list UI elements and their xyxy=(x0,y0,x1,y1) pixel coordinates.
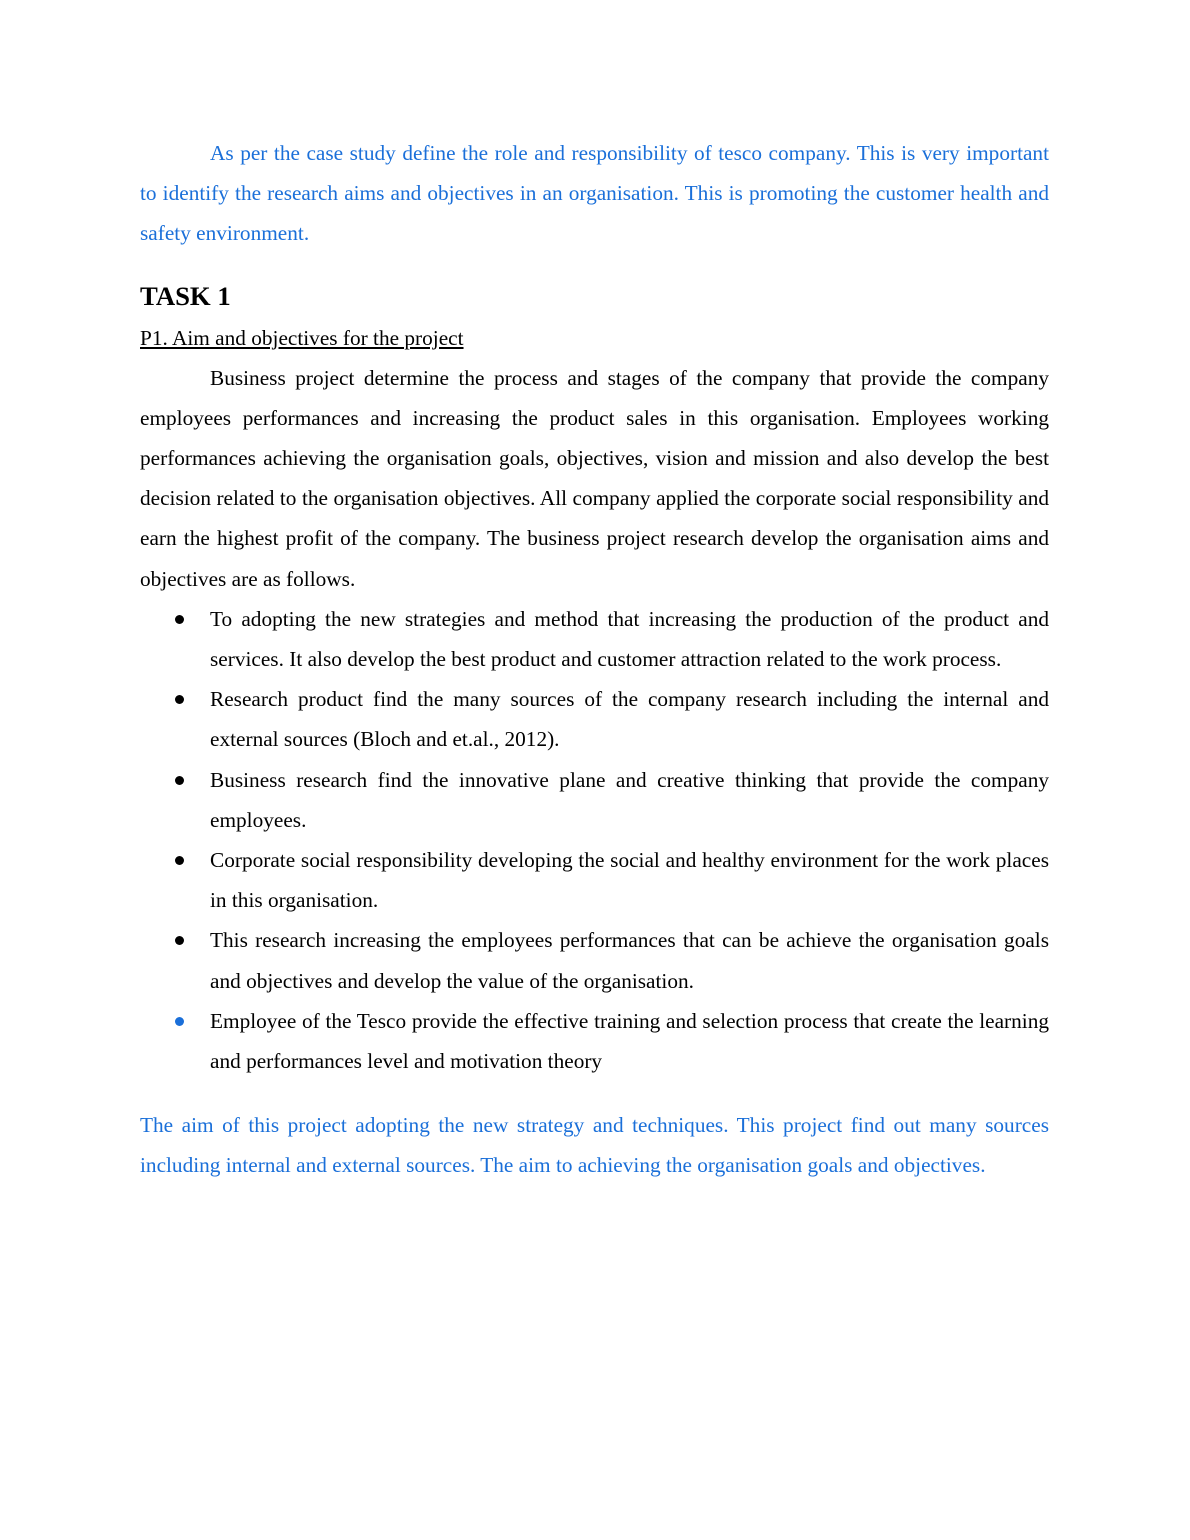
bullet-icon xyxy=(175,695,184,704)
objectives-list xyxy=(140,599,1049,1081)
body-paragraph: Business project determine the process and stages of the company that provide the company employees performances and increasing the product sales in this organisation. Employees working performances achieving the organisation goals, objectives, vision and mission and also develop the best decision related to the organisation objectives. All company applied the corporate social responsibility and earn the highest profit of the company. The business project research develop the organisation aims and objectives are as follows. xyxy=(140,365,1049,591)
list-item xyxy=(140,760,1049,840)
list-item xyxy=(140,920,1049,1000)
list-item-text: To adopting the new strategies and method that increasing the production of the product and services. It also develop the best product and customer attraction related to the work process. xyxy=(210,606,1049,672)
bullet-icon xyxy=(175,856,184,865)
task-heading: TASK 1 xyxy=(140,280,231,311)
list-item xyxy=(140,840,1049,920)
bullet-icon xyxy=(175,615,184,624)
list-item-text: Research product find the many sources of the company research including the internal and external sources (Bloch and et.al., 2012). xyxy=(210,687,1049,752)
list-item-text: Corporate social responsibility developing the social and healthy environment for the work places in this organisation. xyxy=(210,848,1049,913)
bullet-icon xyxy=(175,776,184,785)
list-item xyxy=(140,679,1049,759)
list-item-text: Employee of the Tesco provide the effective training and selection process that create the learning and performances level and motivation theory xyxy=(210,1008,1049,1074)
list-item-text: This research increasing the employees performances that can be achieve the organisation goals and objectives and develop the value of the organisation. xyxy=(210,928,1049,993)
bullet-icon xyxy=(175,1017,184,1026)
page-content xyxy=(140,133,1049,1186)
list-item xyxy=(140,599,1049,679)
closing-paragraph: The aim of this project adopting the new strategy and techniques. This project find out many sources including internal and external sources. The aim to achieving the organisation goals and objectives. xyxy=(140,1113,1049,1178)
bullet-icon xyxy=(175,936,184,945)
list-item-text: Business research find the innovative plane and creative thinking that provide the company employees. xyxy=(210,767,1049,832)
section-subheading: P1. Aim and objectives for the project xyxy=(140,325,464,350)
list-item xyxy=(140,1001,1049,1081)
intro-paragraph: As per the case study define the role and responsibility of tesco company. This is very important to identify the research aims and objectives in an organisation. This is promoting the customer health and safety environment. xyxy=(140,141,1049,246)
